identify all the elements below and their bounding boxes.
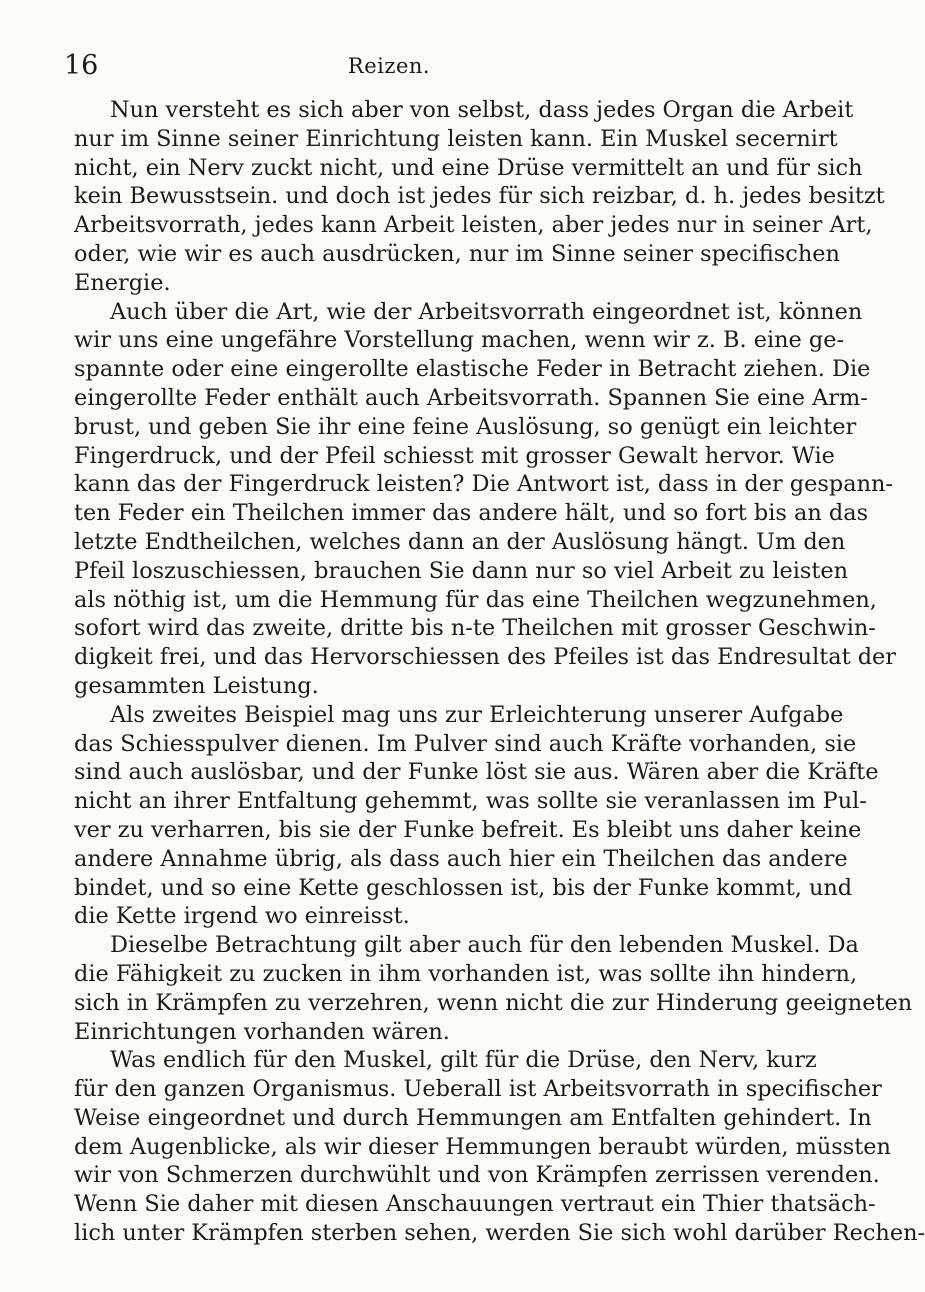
text-line: spannte oder eine eingerollte elastische Feder in Betracht ziehen. Die (74, 356, 871, 383)
paragraph (74, 96, 885, 298)
text-line: die Kette irgend wo einreisst. (74, 903, 410, 930)
text-line: kann das der Fingerdruck leisten? Die Antwort ist, dass in der gespann- (74, 471, 893, 498)
text-line: Auch über die Art, wie der Arbeitsvorrath eingeordnet ist, können (110, 298, 863, 325)
text-line: sind auch auslösbar, und der Funke löst sie aus. Wären aber die Kräfte (74, 759, 879, 786)
text-line: kein Bewusstsein. und doch ist jedes für sich reizbar, d. h. jedes besitzt (74, 183, 885, 210)
text-line: nicht, ein Nerv zuckt nicht, und eine Drüse vermittelt an und für sich (74, 154, 863, 181)
text-line: eingerollte Feder enthält auch Arbeitsvorrath. Spannen Sie eine Arm- (74, 384, 868, 411)
text-line: ten Feder ein Theilchen immer das andere hält, und so fort bis an das (74, 500, 869, 527)
text-line: Energie. (74, 269, 171, 296)
text-line: wir von Schmerzen durchwühlt und von Krämpfen zerrissen verenden. (74, 1162, 880, 1189)
text-line: Fingerdruck, und der Pfeil schiesst mit grosser Gewalt hervor. Wie (74, 442, 835, 469)
paragraph (74, 298, 896, 701)
text-line: für den ganzen Organismus. Ueberall ist Arbeitsvorrath in specifischer (74, 1076, 882, 1103)
running-head: Reizen. (347, 54, 431, 78)
text-line: ver zu verharren, bis sie der Funke befreit. Es bleibt uns daher keine (74, 816, 862, 843)
text-line: lich unter Krämpfen sterben sehen, werden Sie sich wohl darüber Rechen- (74, 1220, 925, 1247)
page-header (64, 50, 714, 90)
text-line: dem Augenblicke, als wir dieser Hemmungen beraubt würden, müssten (74, 1133, 891, 1160)
text-line: das Schiesspulver dienen. Im Pulver sind auch Kräfte vorhanden, sie (74, 730, 857, 757)
text-line: gesammten Leistung. (74, 672, 319, 699)
body-text (74, 96, 925, 1248)
text-line: bindet, und so eine Kette geschlossen ist, bis der Funke kommt, und (74, 874, 853, 901)
paragraph (74, 931, 913, 1046)
text-line: Einrichtungen vorhanden wären. (74, 1018, 450, 1045)
text-line: nicht an ihrer Entfaltung gehemmt, was sollte sie veranlassen im Pul- (74, 788, 867, 815)
text-line: Dieselbe Betrachtung gilt aber auch für den lebenden Muskel. Da (110, 932, 859, 959)
text-line: als nöthig ist, um die Hemmung für das eine Theilchen wegzunehmen, (74, 586, 877, 613)
text-line: sich in Krämpfen zu verzehren, wenn nicht die zur Hinderung geeigneten (74, 989, 913, 1016)
text-line: wir uns eine ungefähre Vorstellung machen, wenn wir z. B. eine ge- (74, 327, 845, 354)
text-line: brust, und geben Sie ihr eine feine Auslösung, so genügt ein leichter (74, 413, 857, 440)
text-line: die Fähigkeit zu zucken in ihm vorhanden ist, was sollte ihn hindern, (74, 960, 858, 987)
text-line: Was endlich für den Muskel, gilt für die Drüse, den Nerv, kurz (110, 1047, 817, 1074)
text-line: andere Annahme übrig, als dass auch hier ein Theilchen das andere (74, 845, 848, 872)
text-line: digkeit frei, und das Hervorschiessen des Pfeiles ist das Endresultat der (74, 644, 896, 671)
text-line: letzte Endtheilchen, welches dann an der Auslösung hängt. Um den (74, 528, 846, 555)
text-line: oder, wie wir es auch ausdrücken, nur im Sinne seiner specifischen (74, 240, 840, 267)
text-line: sofort wird das zweite, dritte bis n-te Theilchen mit grosser Geschwin- (74, 615, 876, 642)
text-line: Weise eingeordnet und durch Hemmungen am Entfalten gehindert. In (74, 1104, 872, 1131)
page-number: 16 (64, 50, 99, 81)
paragraph (74, 701, 879, 931)
text-line: Pfeil loszuschiessen, brauchen Sie dann nur so viel Arbeit zu leisten (74, 557, 849, 584)
text-line: Wenn Sie daher mit diesen Anschauungen vertraut ein Thier thatsäch- (74, 1191, 876, 1218)
text-line: Arbeitsvorrath, jedes kann Arbeit leisten, aber jedes nur in seiner Art, (74, 212, 873, 239)
text-line: Nun versteht es sich aber von selbst, dass jedes Organ die Arbeit (110, 97, 854, 123)
text-line: Als zweites Beispiel mag uns zur Erleichterung unserer Aufgabe (110, 701, 844, 728)
text-line: nur im Sinne seiner Einrichtung leisten kann. Ein Muskel secernirt (74, 125, 838, 152)
paragraph (74, 1046, 925, 1248)
